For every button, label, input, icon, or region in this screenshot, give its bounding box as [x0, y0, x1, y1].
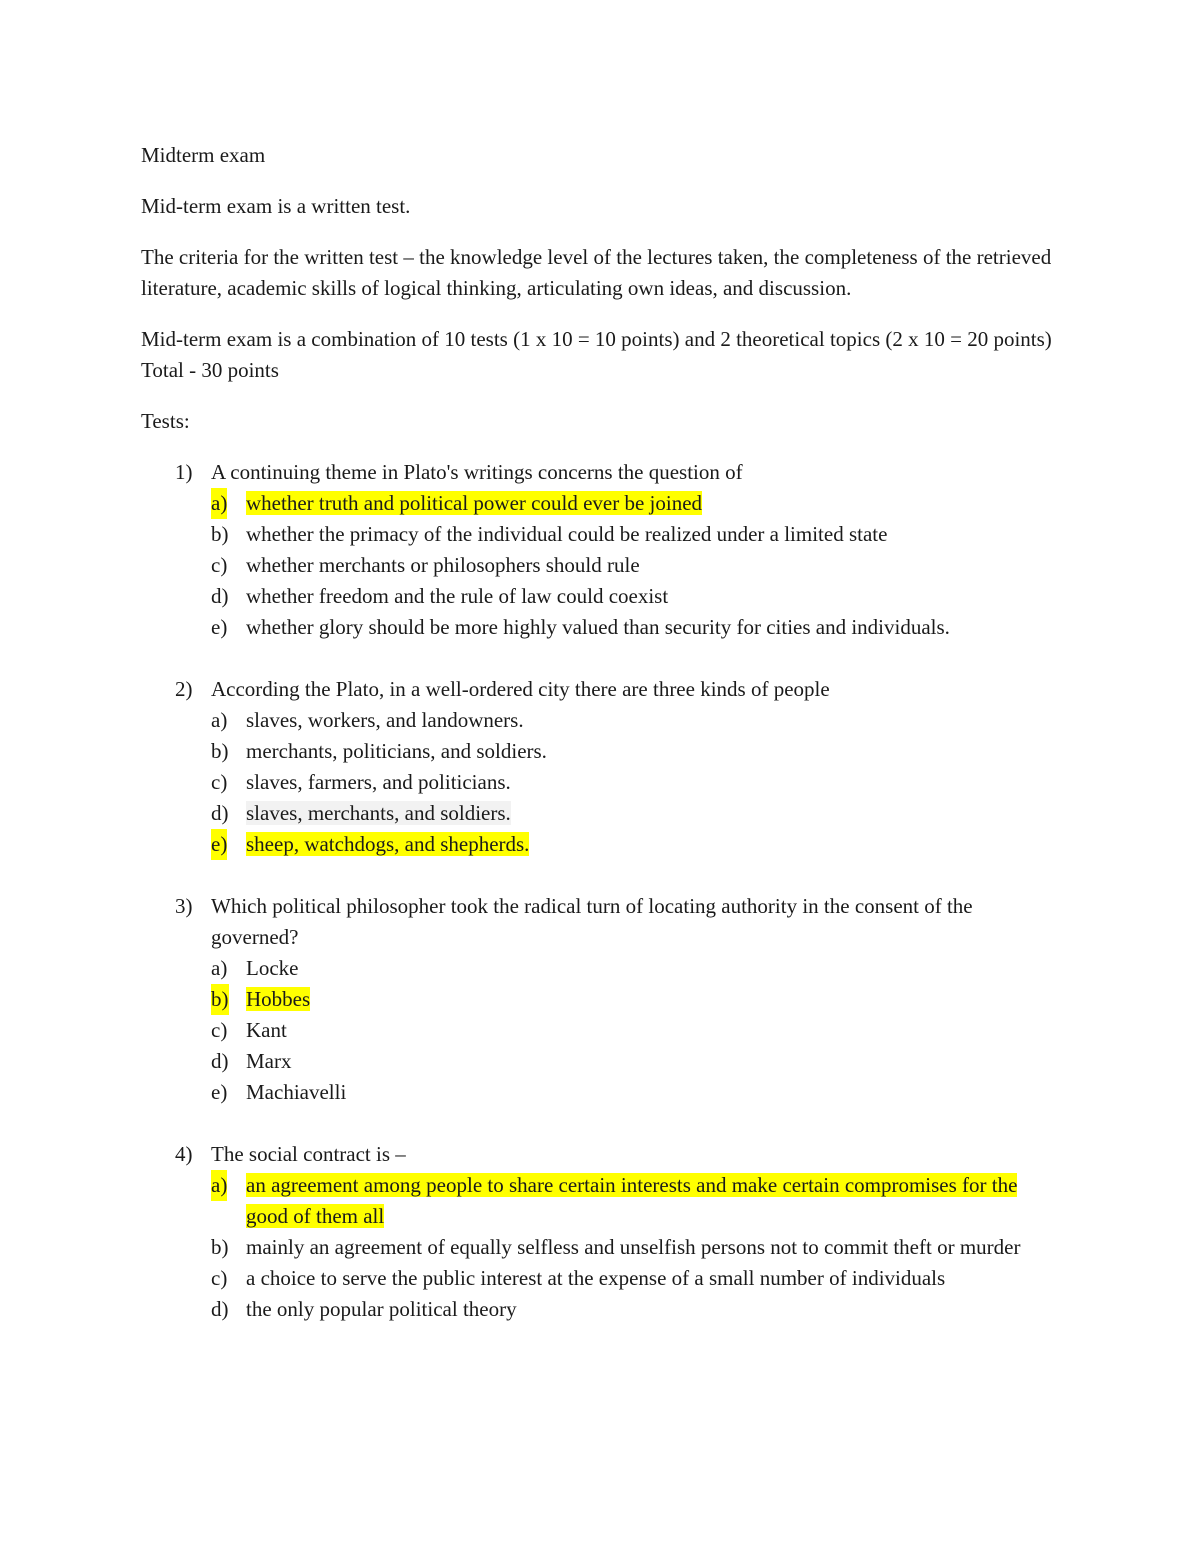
option-letter: e)	[211, 829, 227, 860]
answer-options	[211, 953, 1053, 1108]
answer-option-highlighted	[211, 488, 1053, 519]
answer-option	[211, 705, 1053, 736]
option-text: Hobbes	[246, 987, 311, 1011]
option-letter: c)	[211, 770, 228, 794]
criteria-paragraph: The criteria for the written test – the knowledge level of the lectures taken, the completeness of the retrieved literature, academic skills of logical thinking, articulating own ideas, and discussion.	[141, 245, 1052, 300]
answer-options	[211, 488, 1053, 643]
question-number: 4)	[175, 1142, 193, 1166]
answer-options	[211, 705, 1053, 860]
answer-option	[211, 1263, 1053, 1294]
option-text: Locke	[246, 956, 299, 980]
option-letter: d)	[211, 584, 229, 608]
option-letter: d)	[211, 801, 229, 825]
question-number: 3)	[175, 894, 193, 918]
question-item	[141, 674, 1053, 860]
option-text: slaves, workers, and landowners.	[246, 708, 524, 732]
option-text: the only popular political theory	[246, 1297, 517, 1321]
option-text: mainly an agreement of equally selfless and unselfish persons not to commit theft or murder	[246, 1235, 1021, 1259]
answer-option	[211, 1077, 1053, 1108]
option-letter: b)	[211, 984, 229, 1015]
answer-option-highlighted	[211, 1170, 1053, 1232]
option-text: whether glory should be more highly valued than security for cities and individuals.	[246, 615, 950, 639]
option-text: a choice to serve the public interest at the expense of a small number of individuals	[246, 1266, 946, 1290]
question-list	[141, 457, 1053, 1325]
answer-option	[211, 1232, 1053, 1263]
composition-paragraph: Mid-term exam is a combination of 10 tests (1 x 10 = 10 points) and 2 theoretical topics (2 x 10 = 20 points) Total - 30 points	[141, 327, 1052, 382]
answer-option-highlighted	[211, 829, 1053, 860]
option-text: Kant	[246, 1018, 287, 1042]
option-letter: b)	[211, 1235, 229, 1259]
option-text: slaves, farmers, and politicians.	[246, 770, 511, 794]
question-text: According the Plato, in a well-ordered city there are three kinds of people	[211, 677, 830, 701]
tests-heading: Tests:	[141, 409, 190, 433]
question-item	[141, 891, 1053, 1108]
answer-option	[211, 953, 1053, 984]
option-letter: b)	[211, 739, 229, 763]
option-letter: a)	[211, 956, 228, 980]
question-number: 1)	[175, 460, 193, 484]
answer-options	[211, 1170, 1053, 1325]
option-letter: a)	[211, 1170, 227, 1201]
option-letter: c)	[211, 1266, 228, 1290]
option-letter: b)	[211, 522, 229, 546]
option-text: whether merchants or philosophers should rule	[246, 553, 640, 577]
answer-option-highlighted	[211, 984, 1053, 1015]
option-text: Marx	[246, 1049, 292, 1073]
option-letter: e)	[211, 1080, 228, 1104]
answer-option	[211, 1294, 1053, 1325]
option-letter: a)	[211, 708, 228, 732]
option-text: an agreement among people to share certain interests and make certain compromises for the good of them all	[246, 1173, 1018, 1228]
answer-option	[211, 798, 1053, 829]
option-letter: c)	[211, 553, 228, 577]
answer-option	[211, 1046, 1053, 1077]
document-title: Midterm exam	[141, 143, 266, 167]
question-text: Which political philosopher took the radical turn of locating authority in the consent of the governed?	[211, 894, 973, 949]
question-number: 2)	[175, 677, 193, 701]
document-body	[141, 140, 1053, 1325]
option-letter: d)	[211, 1297, 229, 1321]
option-letter: e)	[211, 615, 228, 639]
option-letter: c)	[211, 1018, 228, 1042]
question-item	[141, 457, 1053, 643]
option-text: whether truth and political power could ever be joined	[246, 491, 703, 515]
option-text: merchants, politicians, and soldiers.	[246, 739, 547, 763]
option-text: whether the primacy of the individual could be realized under a limited state	[246, 522, 888, 546]
answer-option	[211, 1015, 1053, 1046]
option-text: slaves, merchants, and soldiers.	[246, 801, 511, 825]
question-item	[141, 1139, 1053, 1325]
answer-option	[211, 767, 1053, 798]
answer-option	[211, 550, 1053, 581]
question-text: The social contract is –	[211, 1142, 406, 1166]
answer-option	[211, 736, 1053, 767]
option-text: sheep, watchdogs, and shepherds.	[246, 832, 530, 856]
answer-option	[211, 581, 1053, 612]
answer-option	[211, 519, 1053, 550]
option-letter: d)	[211, 1049, 229, 1073]
answer-option	[211, 612, 1053, 643]
question-text: A continuing theme in Plato's writings concerns the question of	[211, 460, 743, 484]
option-letter: a)	[211, 488, 227, 519]
intro-paragraph: Mid-term exam is a written test.	[141, 194, 411, 218]
option-text: whether freedom and the rule of law could coexist	[246, 584, 669, 608]
option-text: Machiavelli	[246, 1080, 347, 1104]
